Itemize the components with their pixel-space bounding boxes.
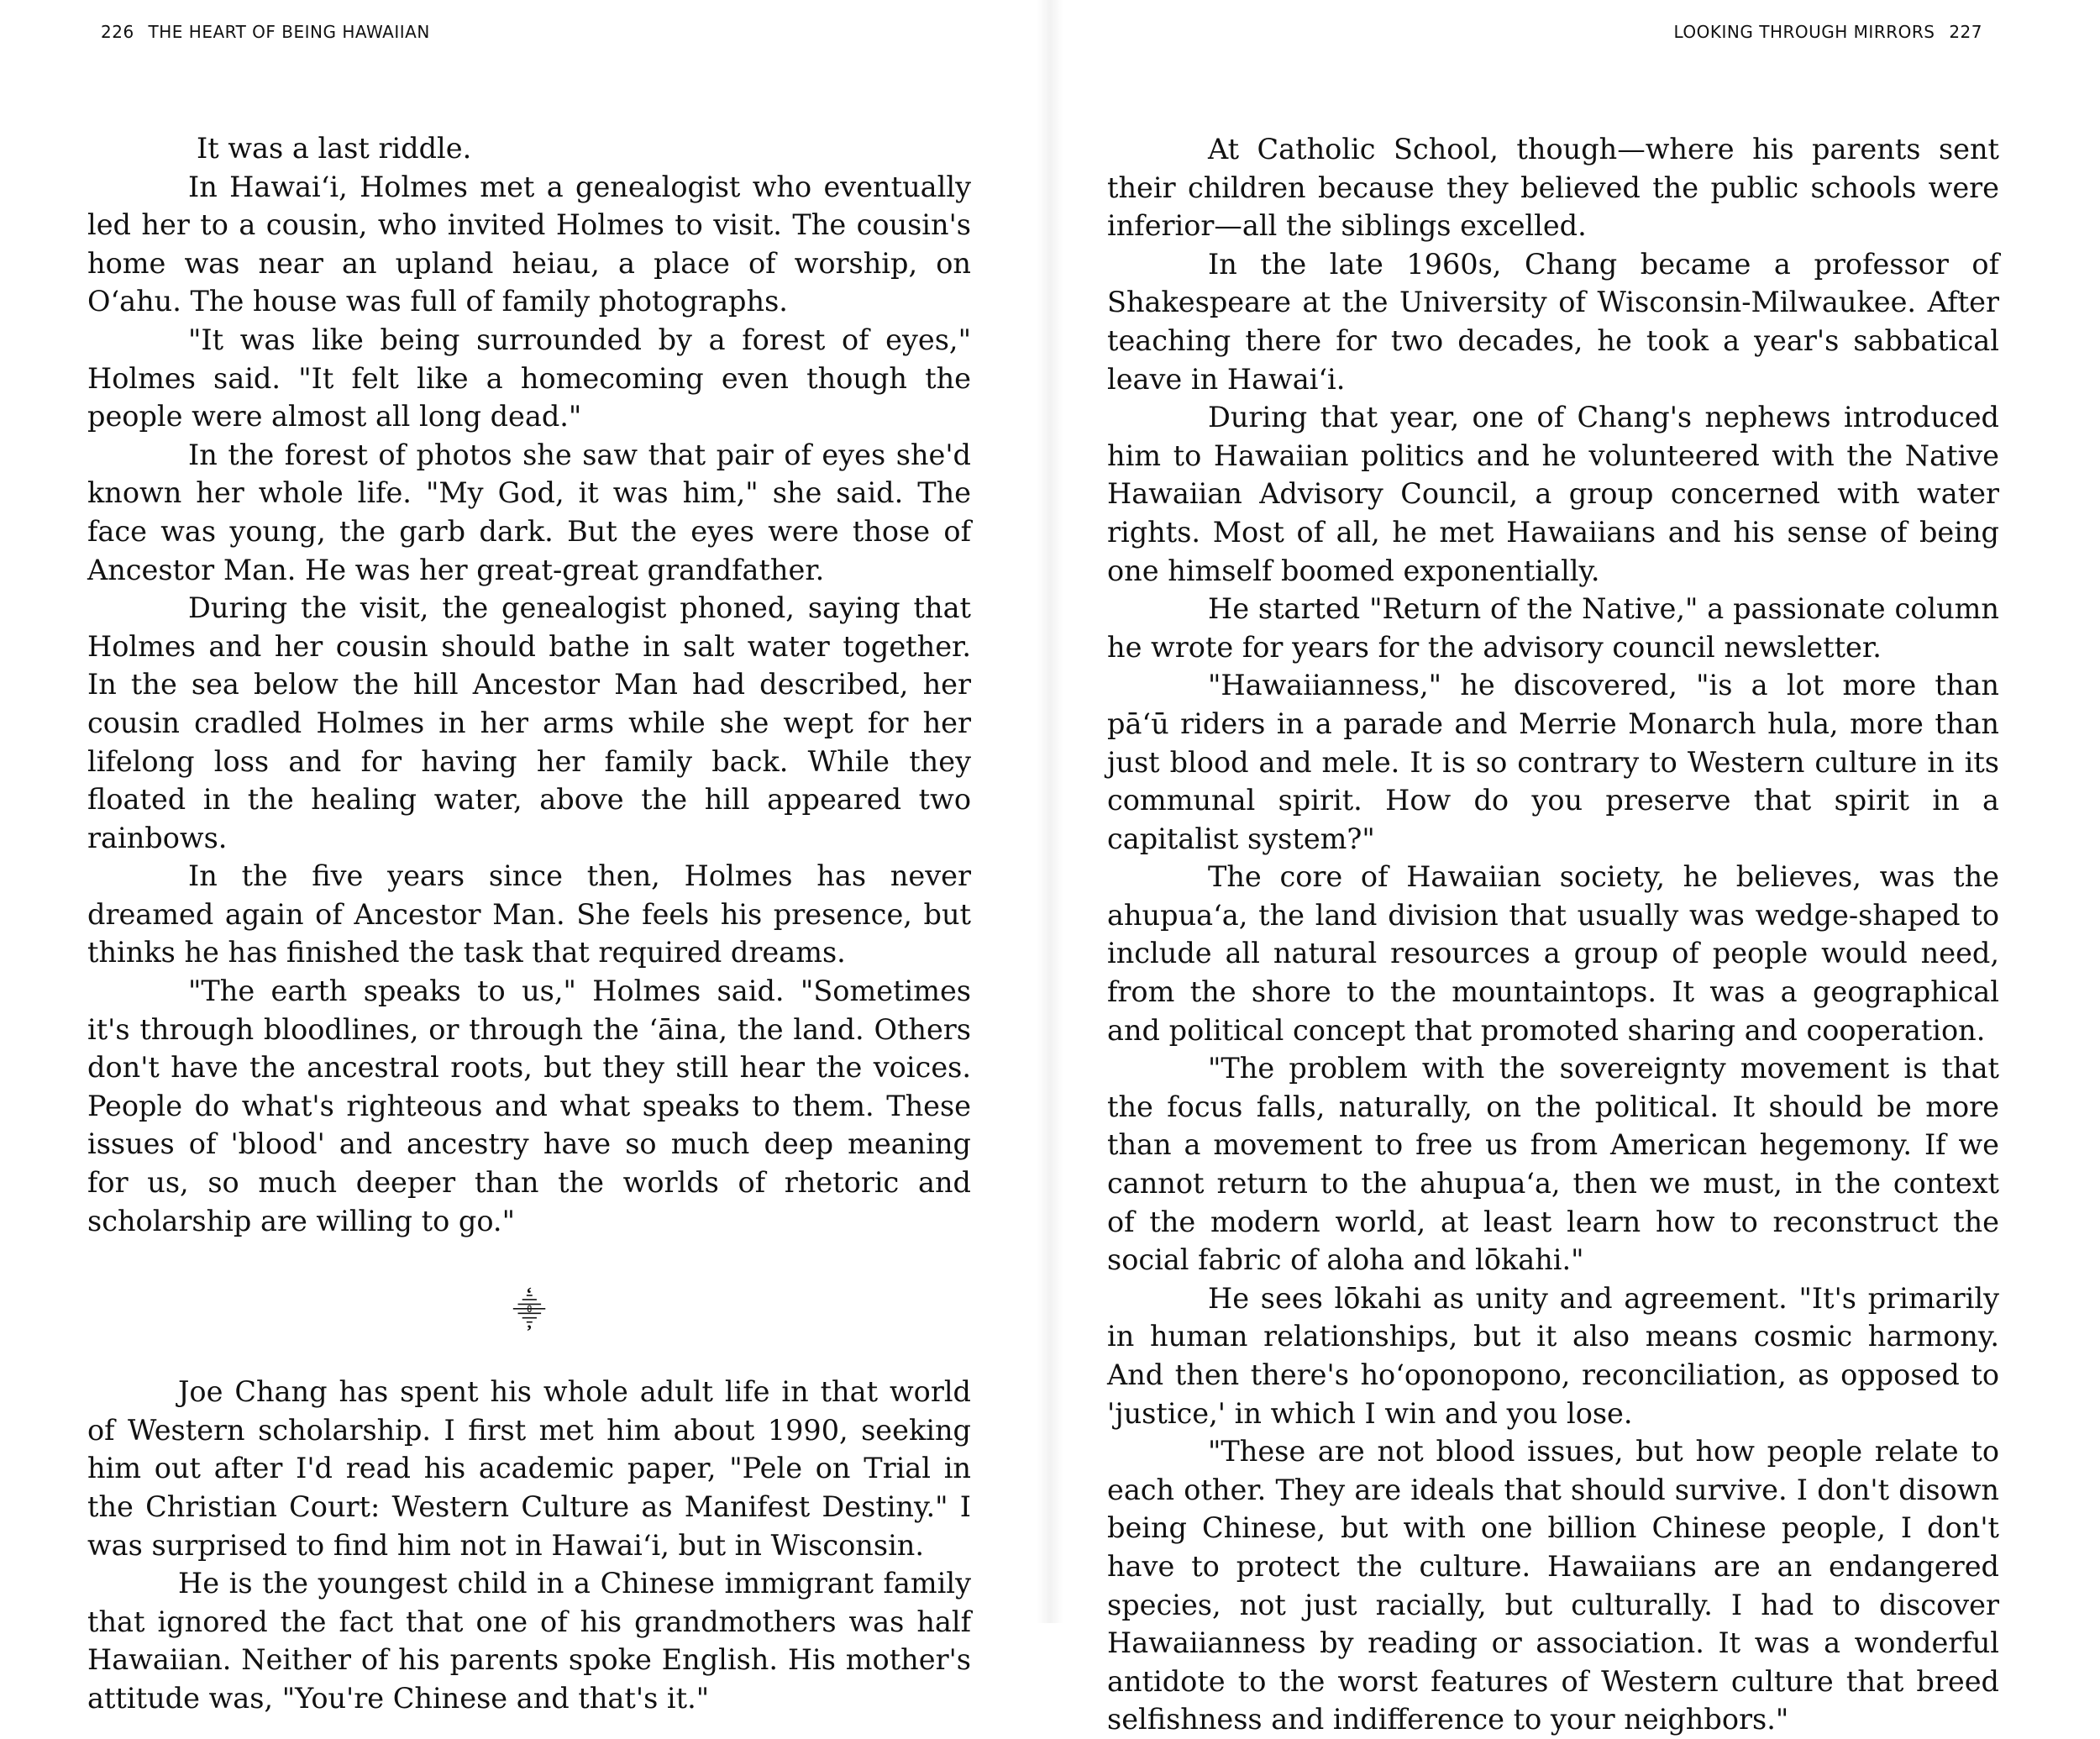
paragraph: "These are not blood issues, but how people relate to each other. They are ideals that should survive. I don't disown being Chinese, but with one billion Chinese people, I don't have to protect the culture. Hawaiians are an endangered species, not just racially, but culturally. I had to discover Hawaiianness by reading or association. It was a wonderful antidote to the worst features of Western culture that breed selfishness and indifference to your neighbors." bbox=[1107, 1435, 1999, 1736]
right-page bbox=[1050, 0, 2100, 1736]
paragraph: The core of Hawaiian society, he believes, was the ahupuaʻa, the land division that usually was wedge-shaped to include all natural resources a group of people would need, from the shore to the mountaintops. It was a geographical and political concept that promoted sharing and cooperation. bbox=[1107, 860, 1999, 1047]
paragraph: In Hawaiʻi, Holmes met a genealogist who eventually led her to a cousin, who invited Holmes to visit. The cousin's home was near an upland heiau, a place of worship, on Oʻahu. The house was full of family photographs. bbox=[87, 170, 971, 318]
running-head-left bbox=[101, 22, 430, 42]
page-number-right: 227 bbox=[1949, 22, 1982, 42]
section-break-ornament: ⸎ bbox=[512, 1292, 546, 1330]
paragraph: At Catholic School, though—where his parents sent their children because they believed the public schools were inferior—all the siblings excelled. bbox=[1107, 133, 1999, 243]
paragraph: During the visit, the genealogist phoned, saying that Holmes and her cousin should bathe in salt water together. In the sea below the hill Ancestor Man had described, her cousin cradled Holmes in her arms while she wept for her lifelong loss and for having her family back. While they floated in the healing water, above the hill appeared two rainbows. bbox=[87, 591, 971, 854]
paragraph: In the late 1960s, Chang became a professor of Shakespeare at the University of Wisconsin-Milwaukee. After teaching there for two decades, he took a year's sabbatical leave in Hawaiʻi. bbox=[1107, 247, 1999, 396]
page-number-left: 226 bbox=[101, 22, 134, 42]
paragraph: In the forest of photos she saw that pair of eyes she'd known her whole life. "My God, it was him," she said. The face was young, the garb dark. But the eyes were those of Ancestor Man. He was her great-great grandfather. bbox=[87, 438, 971, 586]
running-head-right bbox=[1674, 22, 1983, 42]
paragraph: In the five years since then, Holmes has never dreamed again of Ancestor Man. She feels his presence, but thinks he has finished the task that required dreams. bbox=[87, 859, 971, 969]
paragraph: He sees lōkahi as unity and agreement. "It's primarily in human relationships, but it also means cosmic harmony. And then there's hoʻoponopono, reconciliation, as opposed to 'justice,' in which I win and you lose. bbox=[1107, 1281, 1999, 1430]
paragraph: During that year, one of Chang's nephews introduced him to Hawaiian politics and he volunteered with the Native Hawaiian Advisory Council, a group concerned with water rights. Most of all, he met Hawaiians and his sense of being one himself boomed exponentially. bbox=[1107, 401, 1999, 587]
running-head-title-left: THE HEART OF BEING HAWAIIAN bbox=[148, 22, 430, 42]
right-body-text bbox=[1107, 130, 1999, 1739]
paragraph: "The earth speaks to us," Holmes said. "Sometimes it's through bloodlines, or through the ʻāina, the land. Others don't have the ancestral roots, but they still hear the voices. People do what's righteous and what speaks to them. These issues of 'blood' and ancestry have so much deep meaning for us, so much deeper than the worlds of rhetoric and scholarship are willing to go." bbox=[87, 975, 971, 1237]
paragraph: Joe Chang has spent his whole adult life in that world of Western scholarship. I first met him about 1990, seeking him out after I'd read his academic paper, "Pele on Trial in the Christian Court: Western Culture as Manifest Destiny." I was surprised to find him not in Hawaiʻi, but in Wisconsin. bbox=[87, 1375, 971, 1562]
paragraph: He started "Return of the Native," a passionate column he wrote for years for the advisory council newsletter. bbox=[1107, 592, 1999, 664]
left-page bbox=[0, 0, 1050, 1715]
paragraph: "The problem with the sovereignty movement is that the focus falls, naturally, on the political. It should be more than a movement to free us from American hegemony. If we cannot return to the ahupuaʻa, then we must, in the context of the modern world, at least learn how to reconstruct the social fabric of aloha and lōkahi." bbox=[1107, 1052, 1999, 1277]
paragraph: "Hawaiianness," he discovered, "is a lot more than pāʻū riders in a parade and Merrie Monarch hula, more than just blood and mele. It is so contrary to Western culture in its communal spirit. How do you preserve that spirit in a capitalist system?" bbox=[1107, 669, 1999, 855]
paragraph: It was a last riddle. bbox=[197, 132, 472, 165]
left-body-text bbox=[87, 129, 971, 1718]
paragraph: "It was like being surrounded by a forest of eyes," Holmes said. "It felt like a homecoming even though the people were almost all long dead." bbox=[87, 323, 971, 433]
running-head-title-right: LOOKING THROUGH MIRRORS bbox=[1673, 22, 1935, 42]
paragraph: He is the youngest child in a Chinese immigrant family that ignored the fact that one of his grandmothers was half Hawaiian. Neither of his parents spoke English. His mother's attitude was, "You're Chinese and that's it." bbox=[87, 1567, 971, 1715]
